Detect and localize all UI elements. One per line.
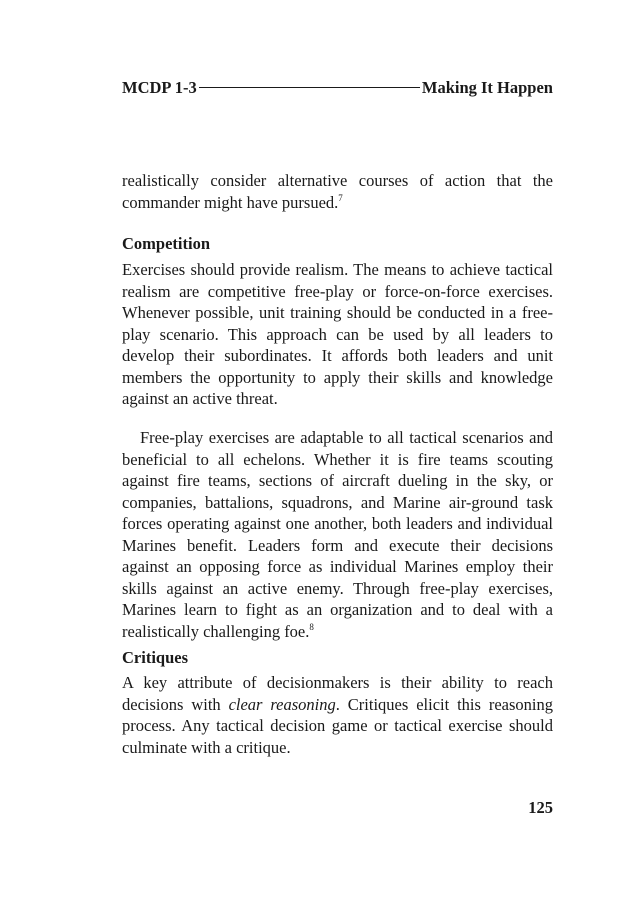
running-header bbox=[122, 76, 553, 100]
header-publication: MCDP 1-3 bbox=[122, 78, 197, 97]
competition-text-1: Exercises should provide realism. The means to achieve tactical realism are competitive free-play or force-on-force exercises. Whenever possible, unit training should be conducted in a free-play scenario. This approach can be used by all leaders to develop their subordinates. It affords both leaders and unit members the opportunity to apply their skills and knowledge against an active threat. bbox=[122, 260, 553, 408]
footnote-ref-8: 8 bbox=[309, 621, 314, 632]
page-number: 125 bbox=[528, 798, 553, 817]
intro-text: realistically consider alternative courses of action that the commander might have pursued. bbox=[122, 171, 553, 212]
competition-paragraph-1 bbox=[122, 259, 553, 410]
critiques-emphasis: clear reasoning bbox=[228, 694, 336, 714]
header-rule bbox=[199, 87, 420, 88]
critiques-text-end: . Critiques elicit this reasoning process. Any tactical decision game or tactical exercise should culminate with a critique. bbox=[122, 694, 553, 757]
section-heading-competition: Competition bbox=[122, 234, 210, 253]
header-chapter-title: Making It Happen bbox=[421, 78, 553, 97]
critiques-paragraph bbox=[122, 672, 553, 758]
competition-paragraph-2 bbox=[122, 427, 553, 642]
critiques-text-start: A key attribute of decisionmakers is their ability to reach decisions with bbox=[122, 673, 553, 714]
section-heading-critiques: Critiques bbox=[122, 648, 188, 667]
competition-text-2: Free-play exercises are adaptable to all tactical scenarios and beneficial to all echelons. Whether it is fire teams scouting against fire teams, sections of aircraft dueling in the sky, or companies, battalions, squadrons, and Marine air-ground task forces operating against one another, both leaders and individual Marines benefit. Leaders form and execute their decisions against an opposing force as individual Marines employ their skills against an active enemy. Through free-play exercises, Marines learn to fight as an organization and to deal with a realistically challenging foe. bbox=[122, 428, 553, 641]
footnote-ref-7: 7 bbox=[338, 192, 343, 203]
intro-paragraph bbox=[122, 170, 553, 213]
